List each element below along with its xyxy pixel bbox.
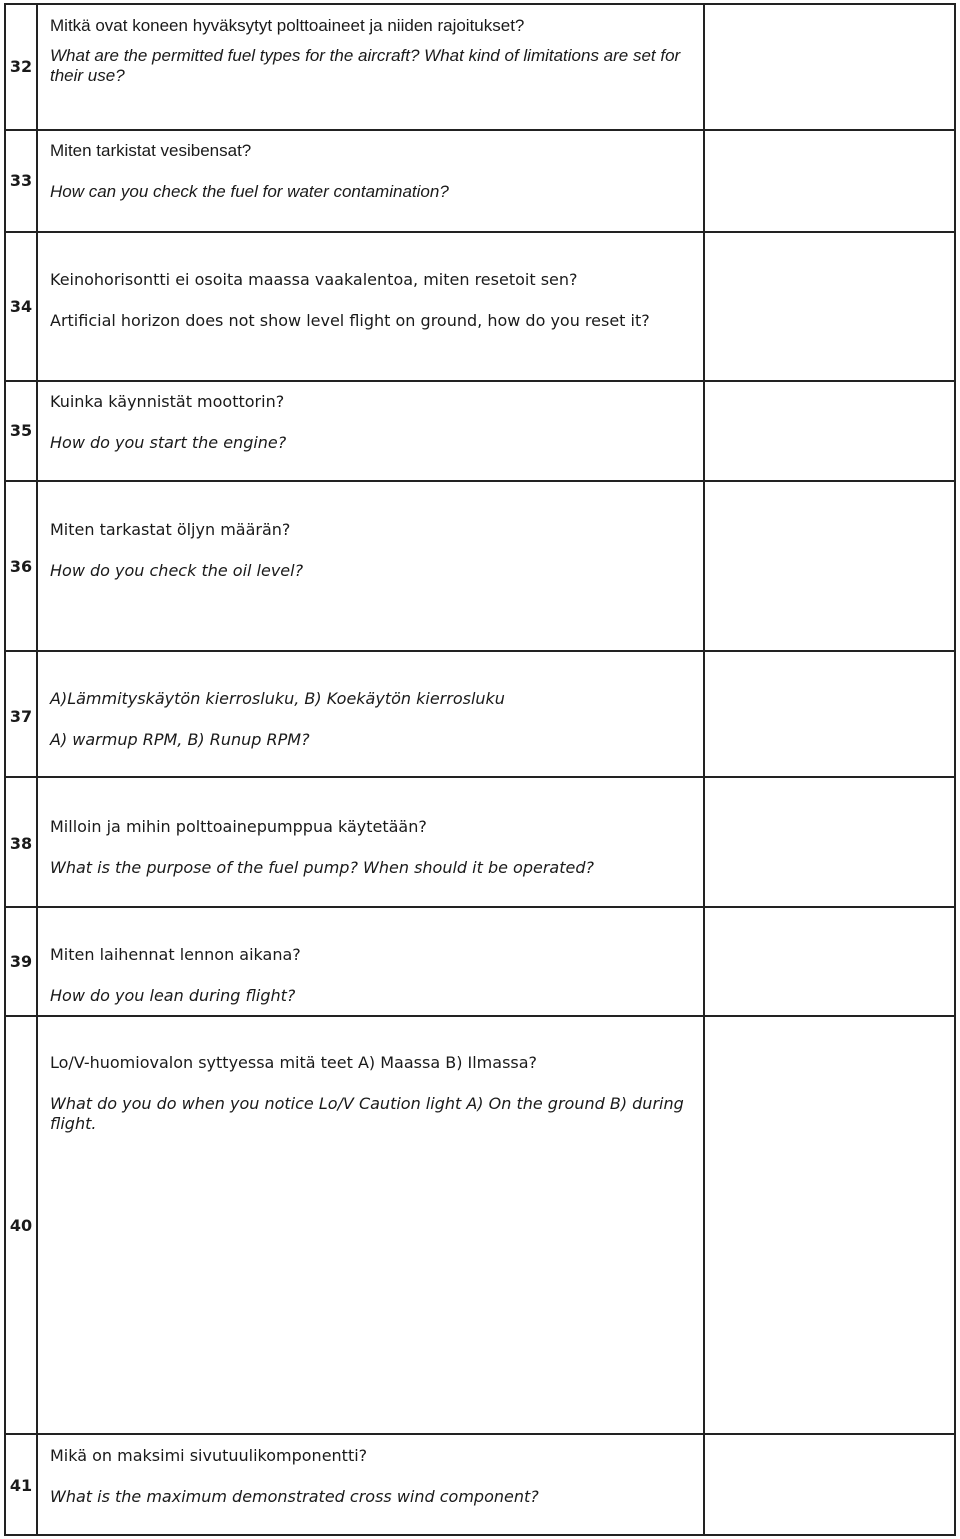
question-finnish: Keinohorisontti ei osoita maassa vaakalentoa, miten resetoit sen?	[50, 270, 578, 289]
row-divider	[704, 480, 955, 482]
row-divider	[704, 650, 955, 652]
question-english: What is the purpose of the fuel pump? When should it be operated?	[50, 858, 594, 877]
question-row-32	[50, 16, 700, 86]
question-row-40	[50, 1053, 700, 1134]
row-divider	[4, 650, 704, 652]
question-english: How do you start the engine?	[50, 433, 287, 452]
question-english: Artificial horizon does not show level flight on ground, how do you reset it?	[50, 311, 650, 330]
row-divider	[4, 906, 704, 908]
question-finnish: Miten laihennat lennon aikana?	[50, 945, 301, 964]
question-finnish: Lo/V-huomiovalon syttyessa mitä teet A) Maassa B) Ilmassa?	[50, 1053, 538, 1072]
row-divider	[4, 380, 704, 382]
row-divider	[704, 231, 955, 233]
question-row-36	[50, 520, 700, 581]
question-english: How can you check the fuel for water contamination?	[50, 182, 449, 201]
question-number: 38	[9, 834, 33, 853]
question-finnish: Milloin ja mihin polttoainepumppua käytetään?	[50, 817, 427, 836]
row-divider	[4, 1015, 704, 1017]
question-english: How do you lean during flight?	[50, 986, 296, 1005]
question-number: 33	[9, 171, 33, 190]
question-number: 41	[9, 1476, 33, 1495]
row-divider	[704, 1534, 955, 1536]
question-number: 36	[9, 557, 33, 576]
question-row-33	[50, 141, 700, 202]
question-finnish: Kuinka käynnistät moottorin?	[50, 392, 285, 411]
row-divider	[704, 906, 955, 908]
question-row-35	[50, 392, 700, 453]
row-divider	[704, 380, 955, 382]
question-english: What are the permitted fuel types for the aircraft? What kind of limitations are set for their use?	[50, 46, 681, 85]
row-divider	[4, 1534, 704, 1536]
question-finnish: Miten tarkistat vesibensat?	[50, 141, 252, 160]
question-number: 34	[9, 297, 33, 316]
question-finnish: Mikä on maksimi sivutuulikomponentti?	[50, 1446, 368, 1465]
row-divider	[4, 231, 704, 233]
question-english: What is the maximum demonstrated cross wind component?	[50, 1487, 539, 1506]
question-row-38	[50, 817, 700, 878]
question-row-34	[50, 270, 700, 331]
row-divider	[704, 1015, 955, 1017]
question-english: How do you check the oil level?	[50, 561, 304, 580]
question-row-39	[50, 945, 700, 1006]
row-divider	[4, 1433, 704, 1435]
question-number: 32	[9, 57, 33, 76]
row-divider	[4, 129, 704, 131]
row-divider	[704, 129, 955, 131]
question-finnish: Miten tarkastat öljyn määrän?	[50, 520, 291, 539]
question-english: A) warmup RPM, B) Runup RPM?	[50, 730, 310, 749]
question-number: 37	[9, 707, 33, 726]
row-divider	[4, 776, 704, 778]
row-divider	[704, 1433, 955, 1435]
question-number: 39	[9, 952, 33, 971]
row-divider	[4, 3, 704, 5]
question-english: What do you do when you notice Lo/V Caution light A) On the ground B) during flight.	[50, 1094, 684, 1133]
row-divider	[704, 776, 955, 778]
row-divider	[4, 480, 704, 482]
question-finnish: A)Lämmityskäytön kierrosluku, B) Koekäytön kierrosluku	[50, 689, 505, 708]
question-row-37	[50, 689, 700, 750]
question-finnish: Mitkä ovat koneen hyväksytyt polttoaineet ja niiden rajoitukset?	[50, 16, 525, 35]
question-row-41	[50, 1446, 700, 1507]
question-number: 40	[9, 1216, 33, 1235]
question-number: 35	[9, 421, 33, 440]
row-divider	[704, 3, 955, 5]
